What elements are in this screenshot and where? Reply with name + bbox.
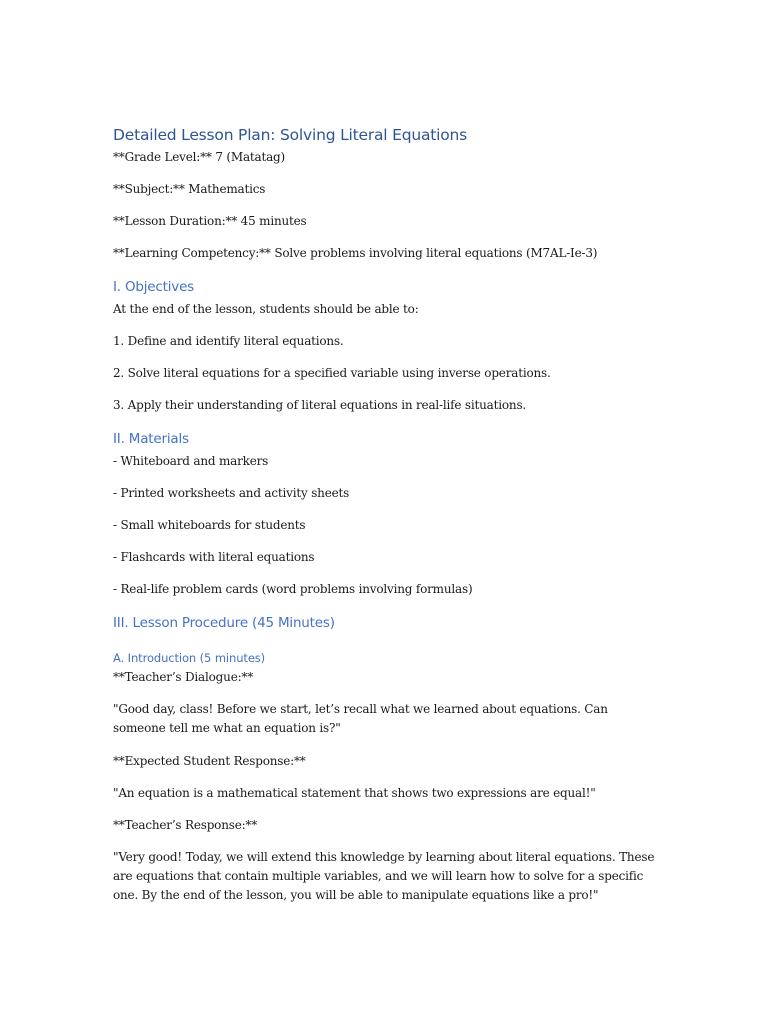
objective-item: 2. Solve literal equations for a specified variable using inverse operations.	[113, 366, 551, 380]
material-item: - Whiteboard and markers	[113, 454, 269, 468]
material-item: - Small whiteboards for students	[113, 518, 306, 532]
objectives-intro: At the end of the lesson, students should be able to:	[113, 302, 419, 316]
document-title: Detailed Lesson Plan: Solving Literal Equations	[113, 126, 468, 144]
objective-item: 1. Define and identify literal equations.	[113, 334, 344, 348]
expected-response-text: "An equation is a mathematical statement that shows two expressions are equal!"	[113, 786, 596, 800]
introduction-subheading: A. Introduction (5 minutes)	[113, 651, 266, 665]
teacher-response-text: "Very good! Today, we will extend this knowledge by learning about literal equations. These are equations that contain multiple variables, and we will learn how to solve for a specific one. By the end of the lesson, you will be able to manipulate equations like a pro!"	[113, 850, 655, 902]
objectives-heading: I. Objectives	[113, 279, 195, 295]
objective-item: 3. Apply their understanding of literal equations in real-life situations.	[113, 398, 527, 412]
teacher-dialogue-label: **Teacher’s Dialogue:**	[113, 670, 254, 684]
teacher-response-label: **Teacher’s Response:**	[113, 818, 258, 832]
competency-line: **Learning Competency:** Solve problems involving literal equations (M7AL-Ie-3)	[113, 246, 598, 260]
procedure-heading: III. Lesson Procedure (45 Minutes)	[113, 615, 335, 631]
material-item: - Real-life problem cards (word problems involving formulas)	[113, 582, 473, 596]
subject-line: **Subject:** Mathematics	[113, 182, 266, 196]
materials-heading: II. Materials	[113, 431, 189, 447]
duration-line: **Lesson Duration:** 45 minutes	[113, 214, 307, 228]
teacher-dialogue-text: "Good day, class! Before we start, let’s recall what we learned about equations. Can someone tell me what an equation is?"	[113, 702, 608, 735]
expected-response-label: **Expected Student Response:**	[113, 754, 306, 768]
material-item: - Flashcards with literal equations	[113, 550, 315, 564]
grade-level-line: **Grade Level:** 7 (Matatag)	[113, 150, 286, 164]
material-item: - Printed worksheets and activity sheets	[113, 486, 350, 500]
